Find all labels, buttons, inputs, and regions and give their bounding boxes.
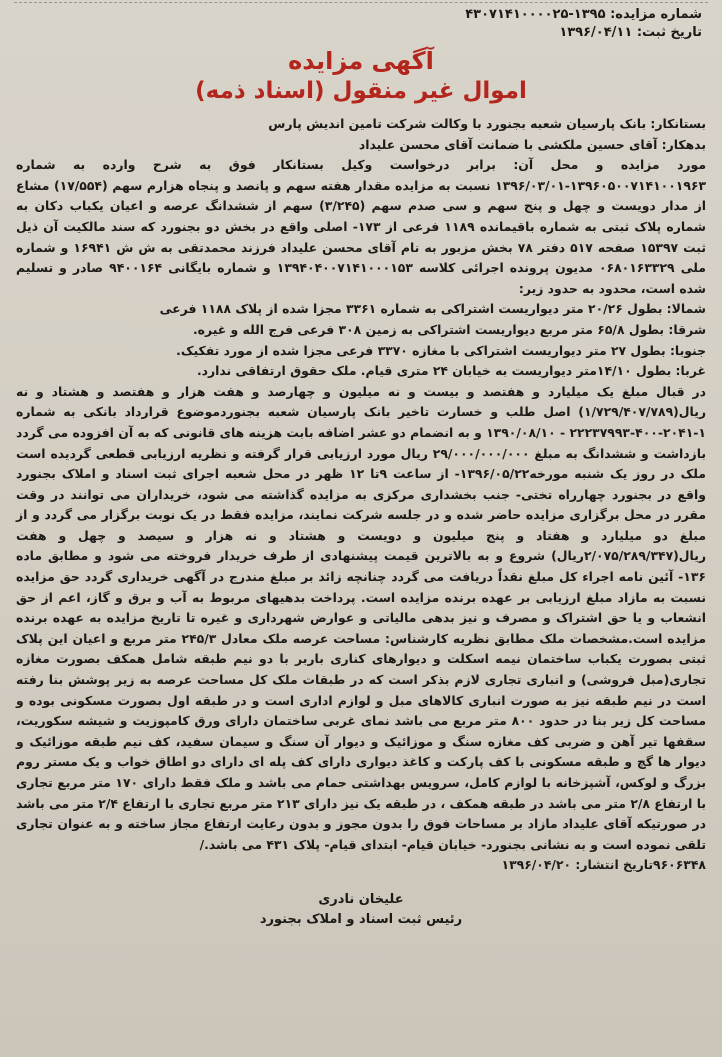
auction-subject-paragraph: مورد مزایده و محل آن: برابر درخواست وکیل بستانکار فوق به شرح وارده به شماره ۱۳۹۶۰۵۰۰۷۱۴۱۰۰۱۹۶۳-۱۳۹۶/۰۳/۰۱ نسبت به مزایده مقدار هفته سهم و پانصد و پنجاه هزارم سهم (۱۷/۵۵۴) مشاع از مدار دویست و چهل و پنج سهم و سی صدم سهم (۳/۲۴۵) سهم از ششدانگ عرصه و اعیان یکباب دکان به شماره پلاک ثبتی به شماره باقیمانده ۱۱۸۹ فرعی از ۱۷۳- اصلی واقع در بخش دو بجنورد که سند مالکیت آن ذیل ثبت ۱۵۳۹۷ صفحه ۵۱۷ دفتر ۷۸ بخش مزبور به نام آقای محسن علیداد فرزند محمدتقی به ش ش ۱۶۹۴۱ و شماره ملی ۰۶۸۰۱۶۳۳۲۹ مدیون پرونده اجرائی کلاسه ۱۳۹۴۰۴۰۰۷۱۴۱۰۰۰۱۵۳ و شماره بایگانی ۹۴۰۰۱۶۴ صادر و تسلیم شده است، محدود به حدود زیر: [16, 157, 707, 296]
registration-date: تاریخ ثبت: ۱۳۹۶/۰۴/۱۱ [559, 25, 702, 40]
top-divider [14, 2, 708, 3]
creditor-line: بستانکار: بانک پارسیان شعبه بجنورد با وکالت شرکت تامین اندیش پارس [268, 116, 706, 131]
debtor-line: بدهکار: آقای حسین ملکشی با ضمانت آقای محسن علیداد [358, 136, 706, 152]
page-subtitle: اموال غیر منقول (اسناد ذمه) [195, 78, 527, 104]
north-boundary: شمالا: بطول ۲۰/۲۶ متر دیواریست اشتراکی به شماره ۳۳۶۱ مجزا شده از پلاک ۱۱۸۸ فرعی [159, 301, 706, 317]
signatory-name: علیخان نادری [318, 891, 404, 907]
page-title: آگهی مزایده [288, 47, 434, 75]
east-boundary: شرقا: بطول ۶۵/۸ متر مربع دیواریست اشتراکی به زمین ۳۰۸ فرعی فرج الله و غیره. [192, 321, 706, 337]
announcement-body [14, 114, 708, 876]
signature-block [14, 890, 708, 930]
header-meta [14, 6, 708, 42]
auction-number: شماره مزایده: ۱۳۹۵-۴۳۰۷۱۴۱۰۰۰۰۲۵ [465, 7, 702, 22]
title-block [14, 46, 708, 106]
signatory-position: رئیس ثبت اسناد و املاک بجنورد [259, 911, 463, 927]
south-boundary: جنوبا: بطول ۲۷ متر دیواریست اشتراکی با مغازه ۳۳۷۰ فرعی مجزا شده از مورد تفکیک. [176, 342, 706, 358]
west-boundary: غربا: بطول ۱۴/۱۰متر دیواریست به خیابان ۲۴ متری قیام. ملک حقوق ارتفاقی ندارد. [196, 363, 706, 379]
auction-terms-paragraph: در قبال مبلغ یک میلیارد و هفتصد و بیست و نه میلیون و چهارصد و هفت هزار و هفتصد و هشتاد و نه ریال(۱/۷۲۹/۴۰۷/۷۸۹) اصل طلب و خسارت تاخیر بانک پارسیان شعبه بجنوردموضوع قرارداد بانکی به شماره ۱-۲۰۴۱-۴۰۰-۲۲۲۳۷۹۹۳ - ۱۳۹۰/۰۸/۱۰ و به انضمام دو عشر اضافه بابت هزینه های قانونی که به آن افزوده می گردد بازداشت و ششدانگ به مبلغ ۲۹/۰۰۰/۰۰۰/۰۰۰ ریال مورد ارزیابی قرار گرفته و نظریه ارزیابی قطعی گردیده است ملک در روز یک شنبه مورخه۱۳۹۶/۰۵/۲۲- از ساعت ۹تا ۱۲ ظهر در محل شعبه اجرای ثبت اسناد و املاک بجنورد واقع در بجنورد چهارراه تختی- جنب بخشداری مرکزی به مزایده گذاشته می شود، خریداران می توانند در وقت مقرر در محل برگزاری مزایده حاضر شده و در جلسه شرکت نمایند، مزایده فقط در یک نوبت برگزار می گردد و از مبلغ دو میلیارد و هفتاد و پنج میلیون و دویست و هشتاد و نه هزار و سیصد و چهل و هفت ریال(۲/۰۷۵/۲۸۹/۳۴۷ریال) شروع و به بالاترین قیمت پیشنهادی از طرف خریدار فروخته می شود و مطابق ماده ۱۳۶- آئین نامه اجراء کل مبلغ نقداً دریافت می گردد چنانچه زائد بر مبلغ مندرج در آگهی خریداری گردد حق مزایده نسبت به مازاد مبلغ ارزیابی بر عهده برنده مزایده است. پرداخت بدهیهای مربوط به آب و برق و گاز، اعم از حق انشعاب و یا حق اشتراک و مصرف و نیز بدهی مالیاتی و عوارض شهرداری و غیره تا تاریخ مزایده به عهده برنده مزایده است.مشخصات ملک مطابق نظریه کارشناس: مساحت عرصه ملک معادل ۲۴۵/۳ متر مربع و اعیان این پلاک ثبتی بصورت یکباب ساختمان نیمه اسکلت و دیوارهای کناری باربر با دو نیم طبقه شامل همکف بصورت مغازه تجاری(مبل فروشی) و انباری تجاری لازم بذکر است که در طبقات ملک کل مساحت عرصه به زیر پوشش بنا رفته است در نیم طبقه نیز به صورت انباری کالاهای مبل و لوازم اداری است و در طبقه اول بصورت مسکونی بوده و مساحت کل زیر بنا در حدود ۸۰۰ متر مربع می باشد نمای غربی ساختمان دارای ورق کامپوزیت و شیشه سکوریت، سقفها تیر آهن و ضربی کف مغازه سنگ و موزائیک و دیوار آن سنگ و سیمان سفید، کف نیم طبقه موزائیک و دیوار ها گچ و طبقه مسکونی با کف پارکت و کاغذ دیواری دارای کف پله ای دارای دو اطاق خواب و یک مستر روم بزرگ و لوکس، آشپزخانه با لوازم کامل، سرویس بهداشتی حمام می باشد و ملک فقط دارای ۱۷۰ متر مربع تجاری با ارتفاع ۲/۸ متر می باشد در طبقه همکف ، در طبقه یک نیز دارای ۲۱۳ متر مربع تجاری با ارتفاع ۲/۴ متر می باشد در صورتیکه آقای علیداد مازاد بر مساحات فوق را بدون مجوز و بدون رعایت ارتفاع مجاز ساخته و به عنوان تجاری تلقی نموده است و به نشانی بجنورد- خیابان قیام- ابتدای قیام- پلاک ۴۳۱ می باشد./ [16, 383, 707, 852]
publication-date: ۹۶۰۶۳۴۸تاریخ انتشار: ۱۳۹۶/۰۴/۲۰ [501, 857, 706, 873]
